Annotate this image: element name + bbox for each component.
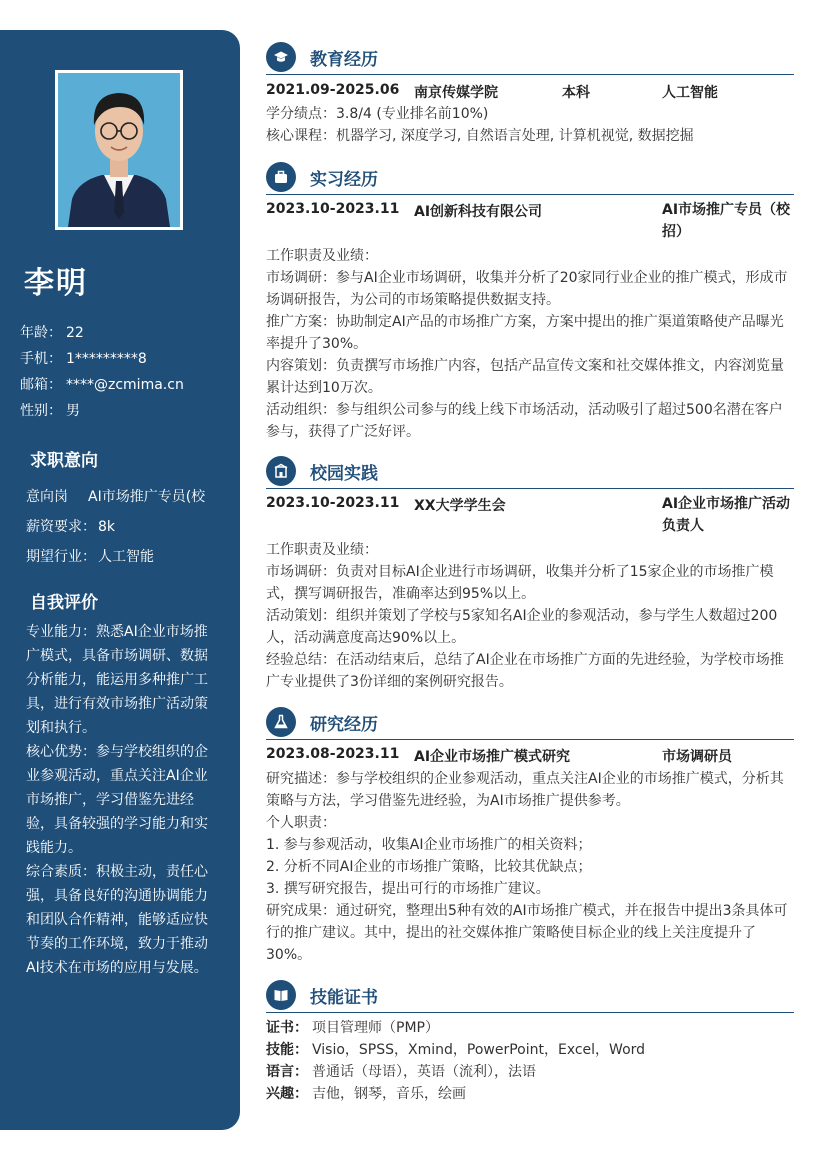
campus-row	[266, 495, 794, 539]
research-line: 1. 参与参观活动，收集AI企业市场推广的相关资料；	[266, 837, 592, 853]
self-eval-title: 自我评价	[30, 593, 98, 613]
education-header	[266, 42, 794, 75]
phone-row	[20, 348, 147, 368]
salary-label: 薪资要求：	[26, 519, 96, 535]
internship-line: 工作职责及业绩：	[266, 248, 378, 264]
email-row	[20, 374, 184, 394]
intent-salary-row	[26, 516, 115, 536]
skill-item	[266, 1083, 794, 1105]
internship-period: 2023.10-2023.11	[266, 201, 400, 217]
internship-header	[266, 162, 794, 195]
age-label: 年龄：	[20, 325, 62, 341]
research-line: 个人职责：	[266, 815, 336, 831]
gender-row	[20, 400, 80, 420]
education-line: 学分绩点：3.8/4 (专业排名前10%)	[266, 106, 489, 122]
research-period: 2023.08-2023.11	[266, 746, 400, 762]
internship-role: AI市场推广专员（校招）	[662, 202, 791, 240]
internship-title: 实习经历	[310, 170, 378, 190]
position-label: 意向岗	[26, 489, 68, 505]
research-line: 研究描述：参与学校组织的企业参观活动，重点关注AI企业的市场推广模式，分析其策略与方法，学习借鉴先进经验，为AI市场推广提供参考。	[266, 771, 784, 809]
skill-label: 兴趣：	[266, 1086, 308, 1102]
research-title: 研究经历	[310, 715, 378, 735]
research-project: AI企业市场推广模式研究	[414, 749, 571, 765]
gender-label: 性别：	[20, 403, 62, 419]
phone-value: 1*********8	[66, 351, 147, 367]
skill-value: 项目管理师（PMP）	[312, 1020, 439, 1036]
campus-line: 活动策划：组织并策划了学校与5家知名AI企业的参观活动，参与学生人数超过200人，活动满意度高达90%以上。	[266, 608, 778, 646]
position-value: AI市场推广专员(校	[88, 489, 206, 505]
self-eval-paragraph: 专业能力：熟悉AI企业市场推广模式，具备市场调研、数据分析能力，能运用多种推广工具，进行有效市场推广活动策划和执行。	[26, 624, 208, 736]
internship-row	[266, 201, 794, 245]
skill-item	[266, 1061, 794, 1083]
skill-value: 普通话（母语），英语（流利），法语	[312, 1064, 536, 1080]
education-row	[266, 82, 794, 102]
campus-period: 2023.10-2023.11	[266, 495, 400, 511]
campus-header	[266, 456, 794, 489]
phone-label: 手机：	[20, 351, 62, 367]
skill-label: 证书：	[266, 1020, 308, 1036]
industry-value: 人工智能	[98, 549, 154, 565]
sidebar	[0, 30, 240, 1130]
gender-value: 男	[66, 403, 80, 419]
profile-photo	[55, 70, 183, 230]
candidate-name: 李明	[24, 266, 88, 301]
age-value: 22	[66, 325, 84, 341]
research-header	[266, 707, 794, 740]
email-value: ****@zcmima.cn	[66, 377, 184, 393]
campus-line: 经验总结：在活动结束后，总结了AI企业在市场推广方面的先进经验，为学校市场推广专业提供了3份详细的案例研究报告。	[266, 652, 784, 690]
age-row	[20, 322, 84, 342]
internship-line: 内容策划：负责撰写市场推广内容，包括产品宣传文案和社交媒体推文，内容浏览量累计达到10万次。	[266, 358, 784, 396]
campus-org: XX大学学生会	[414, 498, 506, 514]
industry-label: 期望行业：	[26, 549, 96, 565]
education-line: 核心课程：机器学习, 深度学习, 自然语言处理, 计算机视觉, 数据挖掘	[266, 128, 694, 144]
internship-details	[266, 245, 794, 443]
skills-header	[266, 980, 794, 1013]
graduation-cap-icon	[266, 42, 296, 72]
education-major: 人工智能	[662, 85, 718, 101]
research-role: 市场调研员	[662, 749, 732, 765]
campus-details	[266, 539, 794, 693]
briefcase-icon	[266, 162, 296, 192]
campus-line: 市场调研：负责对目标AI企业进行市场调研，收集并分析了15家企业的市场推广模式，撰写调研报告，准确率达到95%以上。	[266, 564, 774, 602]
flask-icon	[266, 707, 296, 737]
internship-line: 活动组织：参与组织公司参与的线上线下市场活动，活动吸引了超过500名潜在客户参与，获得了广泛好评。	[266, 402, 783, 440]
salary-value: 8k	[98, 519, 116, 535]
skill-value: Visio，SPSS，Xmind，PowerPoint，Excel，Word	[312, 1042, 646, 1058]
education-title: 教育经历	[310, 50, 378, 70]
research-details	[266, 768, 794, 966]
research-line: 3. 撰写研究报告，提出可行的市场推广建议。	[266, 881, 550, 897]
education-details	[266, 103, 794, 147]
email-label: 邮箱：	[20, 377, 62, 393]
skill-item	[266, 1017, 794, 1039]
skill-value: 吉他，钢琴，音乐，绘画	[312, 1086, 466, 1102]
campus-role: AI企业市场推广活动负责人	[662, 496, 791, 534]
portrait-image	[58, 73, 180, 227]
intent-industry-row	[26, 546, 154, 566]
intent-position-row	[26, 486, 205, 506]
research-line: 2. 分析不同AI企业的市场推广策略，比较其优缺点；	[266, 859, 592, 875]
internship-line: 市场调研：参与AI企业市场调研，收集并分析了20家同行业企业的推广模式，形成市场调研报告，为公司的市场策略提供数据支持。	[266, 270, 788, 308]
campus-title: 校园实践	[310, 464, 378, 484]
internship-company: AI创新科技有限公司	[414, 204, 543, 220]
book-icon	[266, 980, 296, 1010]
internship-line: 推广方案：协助制定AI产品的市场推广方案，方案中提出的推广渠道策略使产品曝光率提升了30%。	[266, 314, 784, 352]
skills-title: 技能证书	[310, 988, 378, 1008]
skills-list	[266, 1017, 794, 1105]
education-degree: 本科	[562, 85, 590, 101]
campus-line: 工作职责及业绩：	[266, 542, 378, 558]
research-row	[266, 746, 794, 766]
research-line: 研究成果：通过研究，整理出5种有效的AI市场推广模式，并在报告中提出3条具体可行的推广建议。其中，提出的社交媒体推广策略使目标企业的线上关注度提升了30%。	[266, 903, 788, 963]
skill-label: 技能：	[266, 1042, 308, 1058]
skill-item	[266, 1039, 794, 1061]
education-period: 2021.09-2025.06	[266, 82, 400, 98]
self-eval-paragraph: 核心优势：参与学校组织的企业参观活动，重点关注AI企业市场推广，学习借鉴先进经验，具备较强的学习能力和实践能力。	[26, 744, 208, 856]
self-eval-text	[26, 620, 218, 980]
building-icon	[266, 456, 296, 486]
skill-label: 语言：	[266, 1064, 308, 1080]
self-eval-paragraph: 综合素质：积极主动，责任心强，具备良好的沟通协调能力和团队合作精神，能够适应快节奏的工作环境，致力于推动AI技术在市场的应用与发展。	[26, 864, 208, 976]
education-school: 南京传媒学院	[414, 85, 498, 101]
intent-title: 求职意向	[30, 451, 98, 471]
